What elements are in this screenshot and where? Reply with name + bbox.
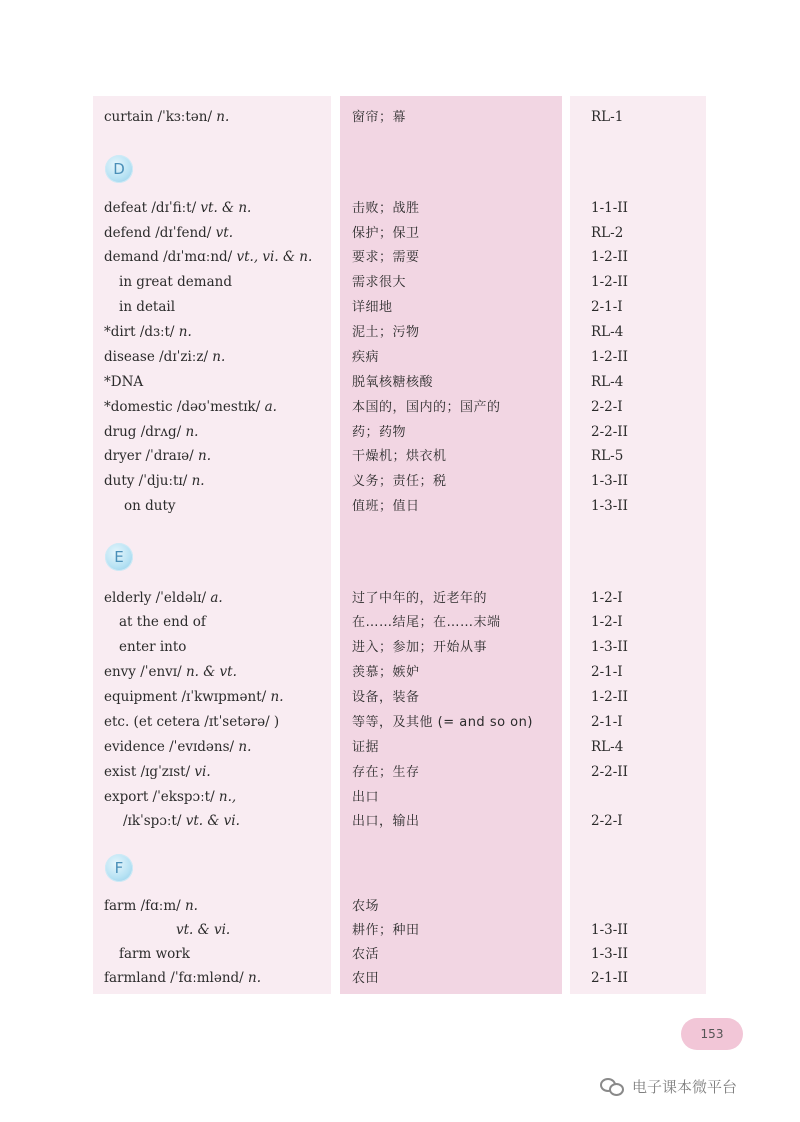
unit-ref: 2-1-I [591,664,623,680]
meaning: 窗帘；幕 [352,110,407,125]
vocab-row [0,370,800,395]
headword: *DNA [104,374,144,390]
vocab-row [0,320,800,345]
unit-ref: 1-2-II [591,274,628,290]
meaning: 证据 [352,740,380,755]
wechat-icon [600,1077,626,1095]
headword: in great demand [119,274,232,290]
vocab-row [0,420,800,445]
meaning: 过了中年的，近老年的 [352,591,488,606]
headword: export /ˈekspɔːt/ n., [104,789,237,805]
meaning: 农活 [352,947,380,962]
vocab-row [0,444,800,469]
meaning: 疾病 [352,350,380,365]
meaning: 耕作；种田 [352,923,420,938]
unit-ref: 1-3-II [591,498,628,514]
headword: elderly /ˈeldəlɪ/ a. [104,590,223,606]
headword: drug /drʌg/ n. [104,424,199,440]
vocab-row [0,785,800,810]
vocab-row [0,918,800,943]
unit-ref: 1-2-II [591,249,628,265]
unit-ref: 1-3-II [591,639,628,655]
headword: *domestic /dəʊˈmestɪk/ a. [104,399,277,415]
unit-ref: 1-2-I [591,590,623,606]
meaning: 保护；保卫 [352,226,420,241]
headword: farmland /ˈfɑːmlənd/ n. [104,970,262,986]
unit-ref: 2-2-I [591,399,623,415]
vocab-row [0,469,800,494]
vocab-row [0,809,800,834]
vocab-row [0,221,800,246]
unit-ref: 1-2-I [591,614,623,630]
vocab-row [0,196,800,221]
headword: curtain /ˈkɜːtən/ n. [104,109,230,125]
meaning: 农场 [352,899,380,914]
unit-ref: RL-4 [591,324,624,340]
meaning: 本国的，国内的；国产的 [352,400,501,415]
meaning: 值班；值日 [352,499,420,514]
meaning: 出口，输出 [352,814,420,829]
meaning: 存在；生存 [352,765,420,780]
unit-ref: 1-3-II [591,946,628,962]
unit-ref: RL-5 [591,448,624,464]
vocab-row [0,635,800,660]
headword: enter into [119,639,187,655]
unit-ref: 2-1-I [591,714,623,730]
headword: at the end of [119,614,206,630]
unit-ref: RL-2 [591,225,624,241]
vocab-row [0,395,800,420]
section-letter-f: F [105,854,133,882]
unit-ref: 1-2-II [591,689,628,705]
unit-ref: RL-4 [591,374,624,390]
meaning: 泥土；污物 [352,325,420,340]
vocab-row [0,894,800,919]
meaning: 出口 [352,790,380,805]
unit-ref: 1-3-II [591,922,628,938]
unit-ref: 1-2-II [591,349,628,365]
vocab-row [0,295,800,320]
meaning: 等等，及其他 (= and so on) [352,715,533,730]
vocab-row [0,942,800,967]
headword: farm /fɑːm/ n. [104,898,198,914]
headword: defend /dɪˈfend/ vt. [104,225,233,241]
vocab-row [0,345,800,370]
watermark [600,1074,737,1098]
headword: demand /dɪˈmɑːnd/ vt., vi. & n. [104,249,313,265]
vocab-row [0,494,800,519]
headword: *dirt /dɜːt/ n. [104,324,192,340]
meaning: 要求；需要 [352,250,420,265]
vocab-row [0,270,800,295]
headword: in detail [119,299,176,315]
vocab-row [0,105,800,130]
vocab-row [0,735,800,760]
meaning: 进入；参加；开始从事 [352,640,488,655]
unit-ref: 1-3-II [591,473,628,489]
vocab-row [0,245,800,270]
unit-ref: 2-2-II [591,424,628,440]
headword: /ɪkˈspɔːt/ vt. & vi. [123,813,240,829]
meaning: 义务；责任；税 [352,474,447,489]
section-letter-e: E [105,543,133,571]
headword: etc. (et cetera /ɪtˈsetərə/ ) [104,714,280,730]
headword: dryer /ˈdraɪə/ n. [104,448,212,464]
meaning: 药；药物 [352,425,407,440]
page-number: 153 [681,1018,743,1050]
watermark-text: 电子课本微平台 [632,1077,738,1096]
vocab-row [0,710,800,735]
unit-ref: 2-2-I [591,813,623,829]
headword: exist /ɪgˈzɪst/ vi. [104,764,211,780]
unit-ref: 2-1-I [591,299,623,315]
meaning: 在……结尾；在……末端 [352,615,501,630]
headword: evidence /ˈevɪdəns/ n. [104,739,252,755]
unit-ref: RL-1 [591,109,624,125]
vocab-row [0,586,800,611]
unit-ref: 2-2-II [591,764,628,780]
meaning: 击败；战胜 [352,201,420,216]
headword: duty /ˈdjuːtɪ/ n. [104,473,205,489]
meaning: 脱氧核糖核酸 [352,375,434,390]
meaning: 干燥机；烘衣机 [352,449,447,464]
vocab-row [0,660,800,685]
headword: farm work [119,946,190,962]
headword: on duty [124,498,176,514]
unit-ref: RL-4 [591,739,624,755]
headword: envy /ˈenvɪ/ n. & vt. [104,664,237,680]
vocab-row [0,610,800,635]
headword: vt. & vi. [176,922,231,938]
section-letter-d: D [105,155,133,183]
vocab-row [0,685,800,710]
headword: disease /dɪˈziːz/ n. [104,349,226,365]
vocab-row [0,966,800,991]
meaning: 需求很大 [352,275,407,290]
headword: equipment /ɪˈkwɪpmənt/ n. [104,689,284,705]
headword: defeat /dɪˈfiːt/ vt. & n. [104,200,252,216]
unit-ref: 1-1-II [591,200,628,216]
meaning: 羡慕；嫉妒 [352,665,420,680]
meaning: 设备，装备 [352,690,420,705]
vocab-row [0,760,800,785]
unit-ref: 2-1-II [591,970,628,986]
meaning: 详细地 [352,300,393,315]
meaning: 农田 [352,971,380,986]
